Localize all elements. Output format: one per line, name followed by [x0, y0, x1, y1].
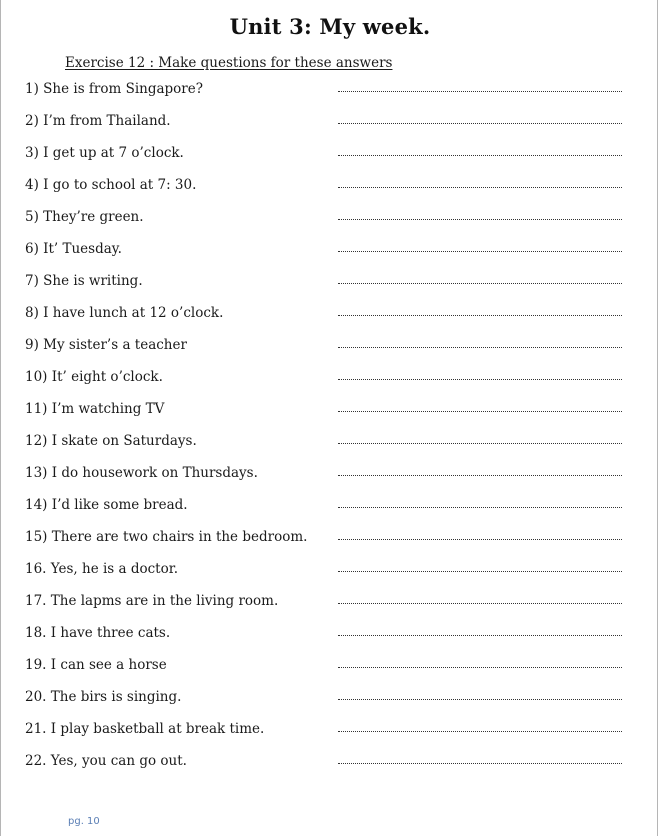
question-item — [25, 687, 625, 719]
answer-sentence: 22. Yes, you can go out. — [25, 753, 187, 769]
question-item — [25, 527, 625, 559]
answer-blank-line[interactable] — [338, 219, 622, 220]
answer-sentence: 5) They’re green. — [25, 209, 144, 225]
answer-blank-line[interactable] — [338, 411, 622, 412]
question-item — [25, 143, 625, 175]
answer-blank-line[interactable] — [338, 347, 622, 348]
question-item — [25, 719, 625, 751]
question-item — [25, 271, 625, 303]
page-edge-right — [657, 0, 658, 836]
question-item — [25, 111, 625, 143]
answer-sentence: 3) I get up at 7 o’clock. — [25, 145, 184, 161]
question-item — [25, 79, 625, 111]
answer-blank-line[interactable] — [338, 603, 622, 604]
answer-sentence: 6) It’ Tuesday. — [25, 241, 122, 257]
question-item — [25, 591, 625, 623]
answer-blank-line[interactable] — [338, 475, 622, 476]
question-item — [25, 303, 625, 335]
answer-blank-line[interactable] — [338, 187, 622, 188]
answer-sentence: 20. The birs is singing. — [25, 689, 182, 705]
answer-blank-line[interactable] — [338, 731, 622, 732]
question-item — [25, 623, 625, 655]
question-item — [25, 463, 625, 495]
question-item — [25, 559, 625, 591]
answer-blank-line[interactable] — [338, 283, 622, 284]
exercise-heading: Exercise 12 : Make questions for these answers — [65, 55, 393, 71]
question-item — [25, 495, 625, 527]
page-title: Unit 3: My week. — [229, 14, 431, 39]
answer-sentence: 4) I go to school at 7: 30. — [25, 177, 197, 193]
question-list — [25, 79, 625, 783]
answer-sentence: 1) She is from Singapore? — [25, 81, 203, 97]
answer-blank-line[interactable] — [338, 123, 622, 124]
answer-sentence: 16. Yes, he is a doctor. — [25, 561, 178, 577]
answer-blank-line[interactable] — [338, 379, 622, 380]
answer-blank-line[interactable] — [338, 507, 622, 508]
question-item — [25, 207, 625, 239]
answer-blank-line[interactable] — [338, 251, 622, 252]
question-item — [25, 751, 625, 783]
answer-blank-line[interactable] — [338, 571, 622, 572]
answer-sentence: 8) I have lunch at 12 o’clock. — [25, 305, 224, 321]
answer-blank-line[interactable] — [338, 443, 622, 444]
answer-blank-line[interactable] — [338, 667, 622, 668]
question-item — [25, 175, 625, 207]
answer-sentence: 19. I can see a horse — [25, 657, 167, 673]
answer-sentence: 10) It’ eight o’clock. — [25, 369, 163, 385]
answer-sentence: 11) I’m watching TV — [25, 401, 165, 417]
answer-blank-line[interactable] — [338, 763, 622, 764]
question-item — [25, 431, 625, 463]
answer-blank-line[interactable] — [338, 91, 622, 92]
answer-sentence: 7) She is writing. — [25, 273, 143, 289]
answer-sentence: 18. I have three cats. — [25, 625, 171, 641]
page-number: pg. 10 — [68, 816, 100, 827]
answer-sentence: 15) There are two chairs in the bedroom. — [25, 529, 308, 545]
page-edge-left — [0, 0, 1, 836]
answer-sentence: 9) My sister’s a teacher — [25, 337, 187, 353]
answer-sentence: 17. The lapms are in the living room. — [25, 593, 279, 609]
answer-blank-line[interactable] — [338, 635, 622, 636]
answer-sentence: 2) I’m from Thailand. — [25, 113, 171, 129]
answer-sentence: 21. I play basketball at break time. — [25, 721, 265, 737]
answer-blank-line[interactable] — [338, 315, 622, 316]
question-item — [25, 655, 625, 687]
question-item — [25, 399, 625, 431]
answer-sentence: 12) I skate on Saturdays. — [25, 433, 197, 449]
answer-sentence: 14) I’d like some bread. — [25, 497, 188, 513]
question-item — [25, 367, 625, 399]
answer-blank-line[interactable] — [338, 539, 622, 540]
answer-blank-line[interactable] — [338, 699, 622, 700]
answer-blank-line[interactable] — [338, 155, 622, 156]
answer-sentence: 13) I do housework on Thursdays. — [25, 465, 258, 481]
question-item — [25, 335, 625, 367]
question-item — [25, 239, 625, 271]
